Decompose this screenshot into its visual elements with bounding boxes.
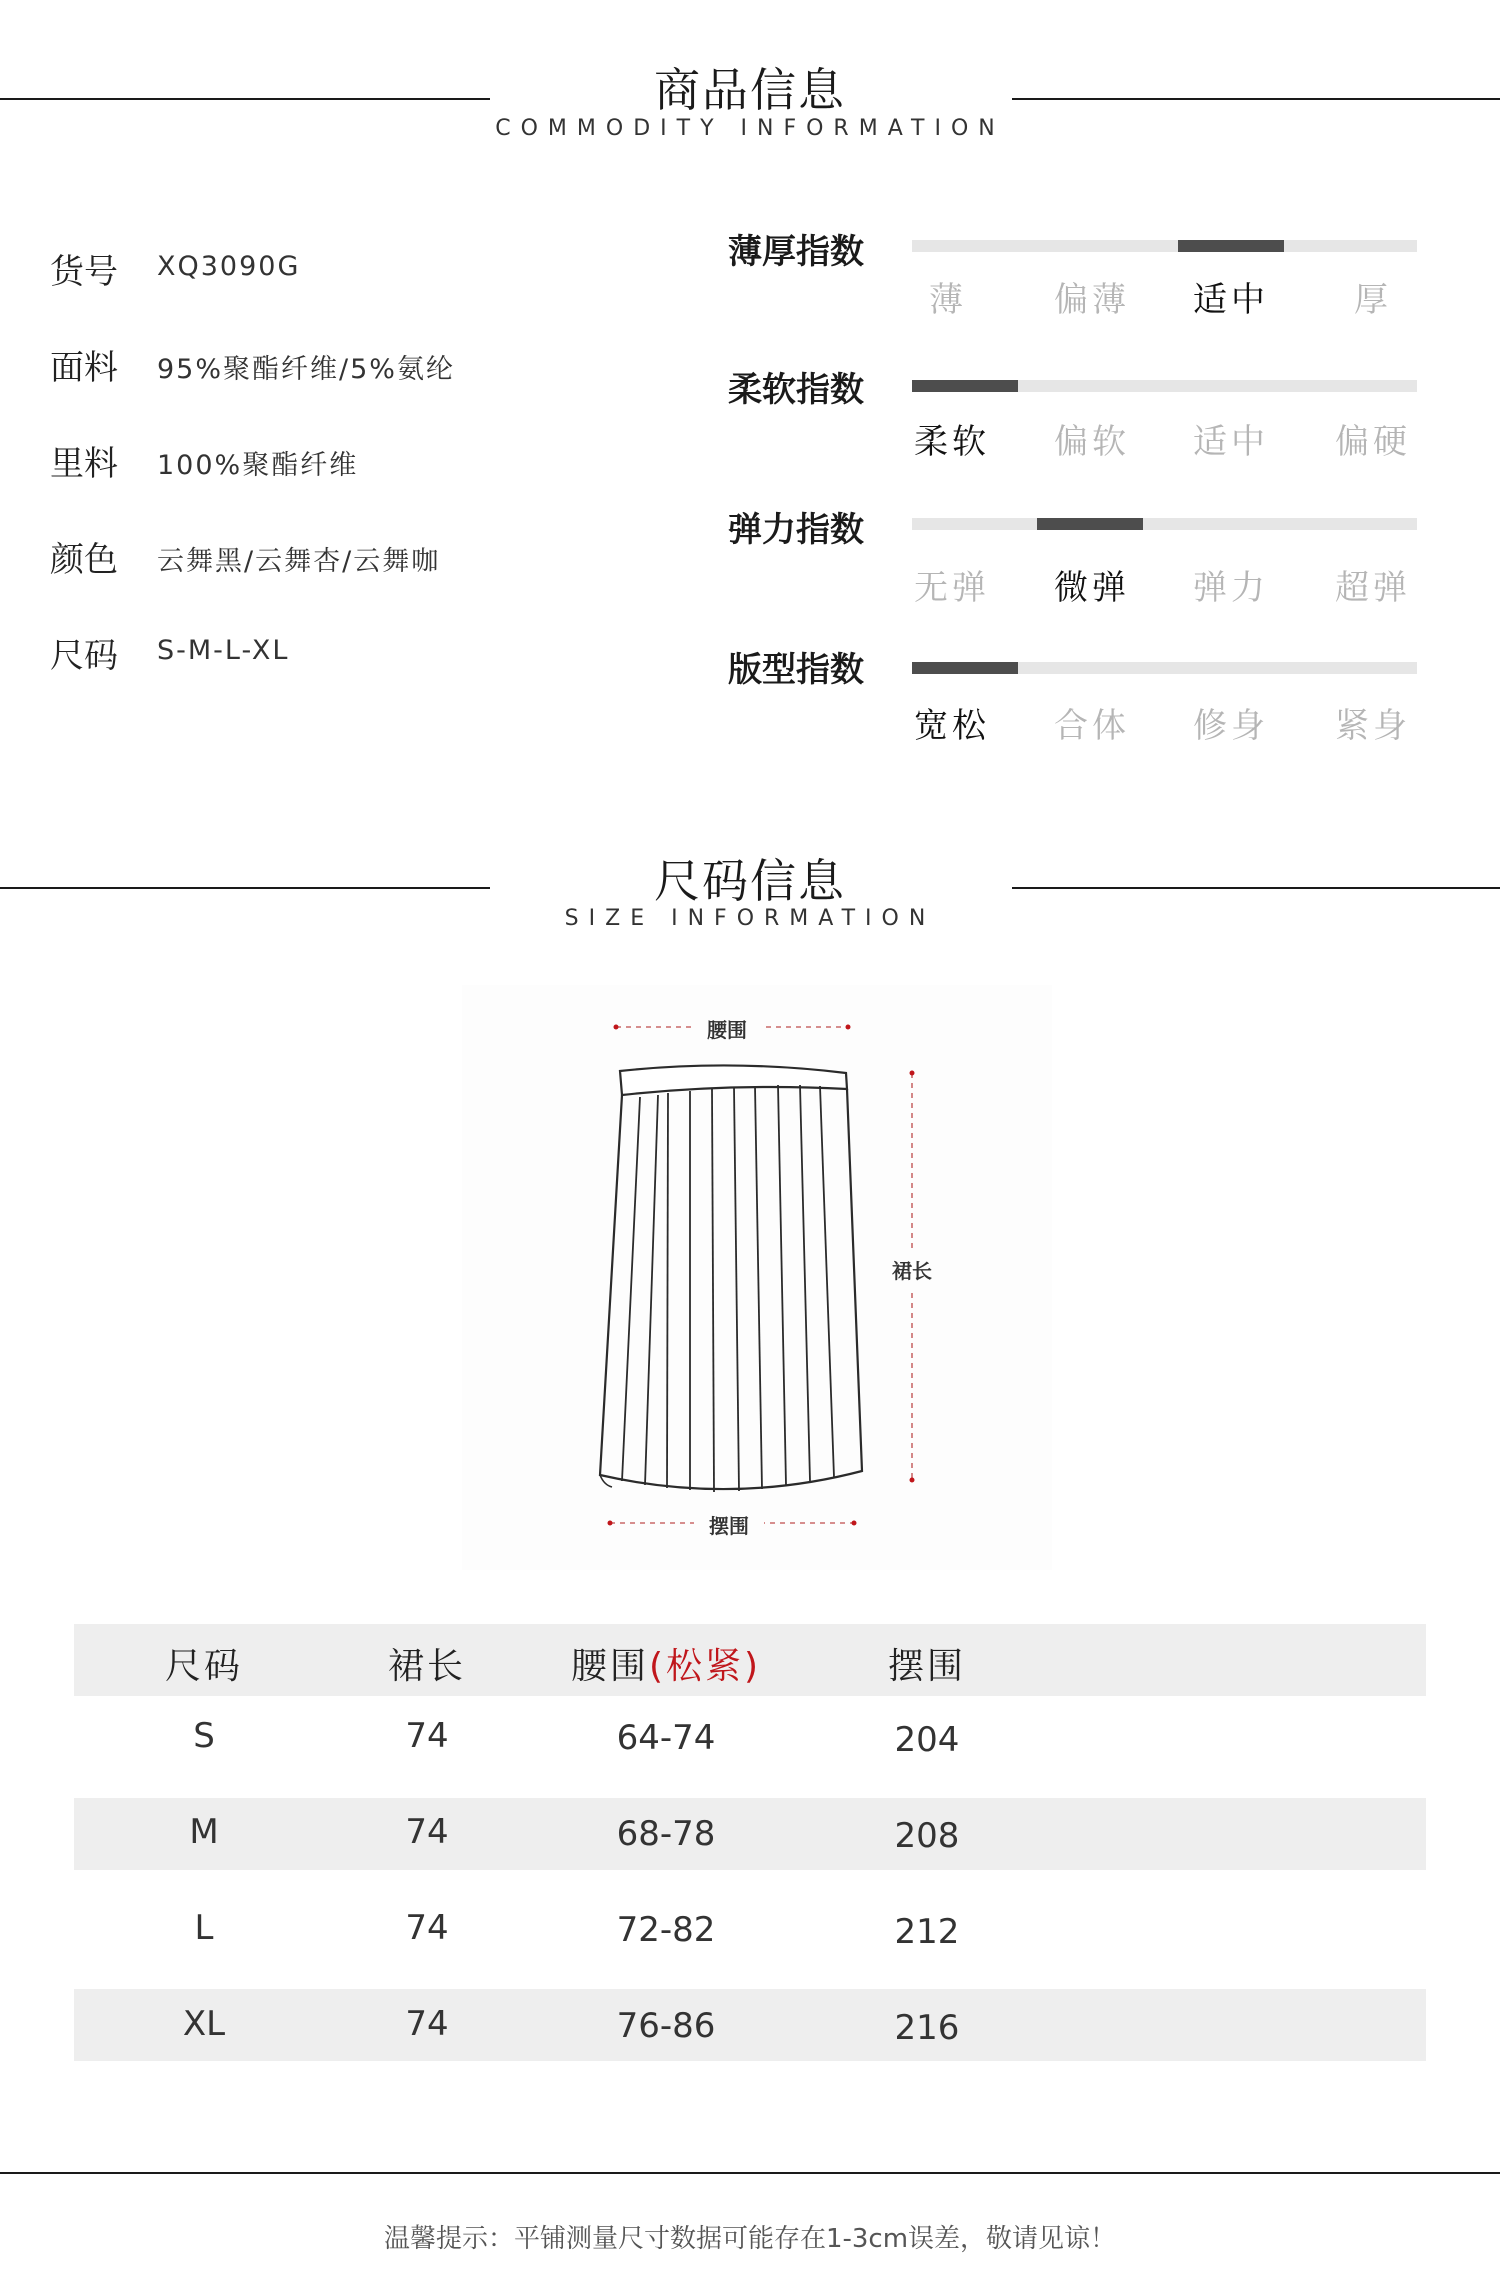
table-cell-hem: 204 xyxy=(894,1720,960,1760)
table-cell-hem: 216 xyxy=(894,2008,960,2048)
table-cell-waist: 64-74 xyxy=(616,1718,716,1758)
index-option: 适中 xyxy=(1193,422,1269,462)
index-bar-fill xyxy=(912,380,1018,392)
skirt-illustration xyxy=(462,985,1052,1570)
table-cell-waist: 68-78 xyxy=(616,1814,716,1854)
info-label-lining: 里料 xyxy=(50,444,118,484)
table-cell-hem: 208 xyxy=(894,1816,960,1856)
info-value-lining: 100%聚酯纤维 xyxy=(157,450,359,481)
index-option: 厚 xyxy=(1354,280,1392,320)
size-title: 尺码信息 xyxy=(654,854,846,908)
table-cell-length: 74 xyxy=(405,1812,449,1852)
info-label-color: 颜色 xyxy=(50,540,118,580)
table-cell-size: S xyxy=(193,1716,215,1756)
index-bar-thickness xyxy=(912,240,1417,252)
index-option: 合体 xyxy=(1054,706,1130,746)
index-label-softness: 柔软指数 xyxy=(728,370,864,410)
index-bar-fill xyxy=(1037,518,1143,530)
table-header-waist xyxy=(546,1638,786,1689)
table-cell-size: XL xyxy=(182,2004,226,2044)
index-option: 弹力 xyxy=(1193,568,1269,608)
table-header-length: 裙长 xyxy=(387,1646,466,1687)
table-header-waist-label: 腰围 xyxy=(570,1646,649,1687)
index-option: 紧身 xyxy=(1335,706,1411,746)
index-label-elasticity: 弹力指数 xyxy=(728,510,864,550)
table-cell-length: 74 xyxy=(405,1716,449,1756)
info-label-item-no: 货号 xyxy=(50,252,118,292)
length-label: 裙长 xyxy=(892,1259,932,1283)
table-cell-size: L xyxy=(194,1908,214,1948)
table-cell-size: M xyxy=(189,1812,219,1852)
index-bar-fill xyxy=(1178,240,1284,252)
index-option: 超弹 xyxy=(1335,568,1411,608)
table-header-size: 尺码 xyxy=(164,1646,243,1687)
index-option-selected: 宽松 xyxy=(914,706,990,746)
index-option: 修身 xyxy=(1193,706,1269,746)
footer-rule xyxy=(0,2172,1500,2174)
index-bar-softness xyxy=(912,380,1417,392)
table-cell-waist: 72-82 xyxy=(616,1910,716,1950)
index-option: 偏薄 xyxy=(1054,280,1130,320)
table-header-waist-note: (松紧) xyxy=(648,1646,762,1687)
index-option: 薄 xyxy=(929,280,967,320)
table-cell-waist: 76-86 xyxy=(616,2006,716,2046)
table-header-hem: 摆围 xyxy=(887,1646,966,1687)
index-option-selected: 适中 xyxy=(1193,280,1269,320)
info-value-color: 云舞黑/云舞杏/云舞咖 xyxy=(157,546,441,577)
info-value-fabric: 95%聚酯纤维/5%氨纶 xyxy=(157,354,455,385)
table-cell-length: 74 xyxy=(405,1908,449,1948)
info-label-size: 尺码 xyxy=(50,636,118,676)
waist-label: 腰围 xyxy=(707,1018,747,1042)
index-option-selected: 微弹 xyxy=(1054,568,1130,608)
table-cell-hem: 212 xyxy=(894,1912,960,1952)
size-subtitle: SIZE INFORMATION xyxy=(564,906,936,931)
index-bar-fit xyxy=(912,662,1417,674)
index-bar-fill xyxy=(912,662,1018,674)
hem-label: 摆围 xyxy=(709,1514,749,1538)
index-label-thickness: 薄厚指数 xyxy=(728,232,864,272)
index-option: 无弹 xyxy=(914,568,990,608)
table-cell-length: 74 xyxy=(405,2004,449,2044)
index-option-selected: 柔软 xyxy=(914,422,990,462)
commodity-title: 商品信息 xyxy=(654,63,846,117)
commodity-subtitle: COMMODITY INFORMATION xyxy=(495,116,1005,141)
index-bar-elasticity xyxy=(912,518,1417,530)
info-value-size: S-M-L-XL xyxy=(157,635,290,666)
info-label-fabric: 面料 xyxy=(50,348,118,388)
skirt-diagram xyxy=(462,985,1052,1570)
index-option: 偏硬 xyxy=(1335,422,1411,462)
measurement-tip: 温馨提示：平铺测量尺寸数据可能存在1-3cm误差，敬请见谅！ xyxy=(383,2224,1117,2254)
index-option: 偏软 xyxy=(1054,422,1130,462)
info-value-item-no: XQ3090G xyxy=(157,251,301,282)
index-label-fit: 版型指数 xyxy=(728,650,864,690)
